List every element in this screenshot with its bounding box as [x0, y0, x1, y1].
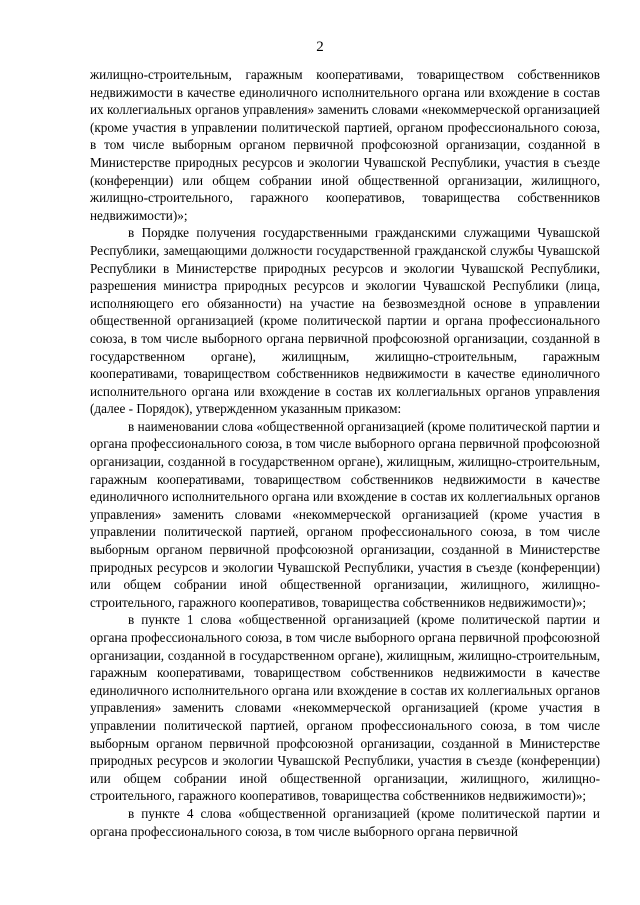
paragraph-continuation: жилищно-строительным, гаражным кооперативами, товариществом собственников недвижимости в качестве единоличного исполнительного органа или вхождение в состав их коллегиальных органов управления» заменить словами «некоммерческой организацией (кроме участия в управлении политической партией, органом профессионального союза, в том числе выборным органом первичной профсоюзной организации, созданной в Министерстве природных ресурсов и экологии Чувашской Республики, участия в съезде (конференции) или общем собрании иной общественной организации, жилищного, жилищно-строительного, гаражного кооперативов, товарищества собственников недвижимости)»;: [90, 67, 600, 223]
page-number: 2: [316, 39, 324, 55]
paragraph-order-amendment: в Порядке получения государственными гражданскими служащими Чувашской Республики, замещающими должности государственной гражданской службы Чувашской Республики в Министерстве природных ресурсов и экологии Чувашской Республики, разрешения министра природных ресурсов и экологии Чувашской Республики (лица, исполняющего его обязанности) на участие на безвозмездной основе в управлении общественной организацией (кроме политической партии и органа профессионального союза, в том числе выборного органа первичной профсоюзной организации, созданной в государственном органе), жилищным, жилищно-строительным, гаражным кооперативами, товариществом собственников недвижимости в качестве единоличного исполнительного органа или вхождение в состав их коллегиальных органов управления (далее - Порядок), утвержденном указанным приказом:: [90, 225, 600, 417]
paragraph-clause-1-amendment: в пункте 1 слова «общественной организацией (кроме политической партии и органа профессионального союза, в том числе выборного органа первичной профсоюзной организации, созданной в государственном органе), жилищным, жилищно-строительным, гаражным кооперативами, товариществом собственников недвижимости в качестве единоличного исполнительного органа или вхождение в состав их коллегиальных органов управления» заменить словами «некоммерческой организацией (кроме участия в управлении политической партией, органом профессионального союза, в том числе выборным органом первичной профсоюзной организации, созданной в Министерстве природных ресурсов и экологии Чувашской Республики, участия в съезде (конференции) или общем собрании иной общественной организации, жилищного, жилищно-строительного, гаражного кооперативов, товарищества собственников недвижимости)»;: [90, 612, 600, 804]
paragraph-clause-4-amendment: в пункте 4 слова «общественной организацией (кроме политической партии и органа профессионального союза, в том числе выборного органа первичной: [90, 805, 600, 839]
document-body: [90, 66, 600, 840]
paragraph-title-amendment: в наименовании слова «общественной организацией (кроме политической партии и органа профессионального союза, в том числе выборного органа первичной профсоюзной организации, созданной в государственном органе), жилищным, жилищно-строительным, гаражным кооперативами, товариществом собственников недвижимости в качестве единоличного исполнительного органа или вхождение в состав их коллегиальных органов управления» заменить словами «некоммерческой организацией (кроме участия в управлении политической партией, органом профессионального союза, в том числе выборным органом первичной профсоюзной организации, созданной в Министерстве природных ресурсов и экологии Чувашской Республики, участия в съезде (конференции) или общем собрании иной общественной организации, жилищного, жилищно-строительного, гаражного кооперативов, товарищества собственников недвижимости)»;: [90, 418, 600, 610]
